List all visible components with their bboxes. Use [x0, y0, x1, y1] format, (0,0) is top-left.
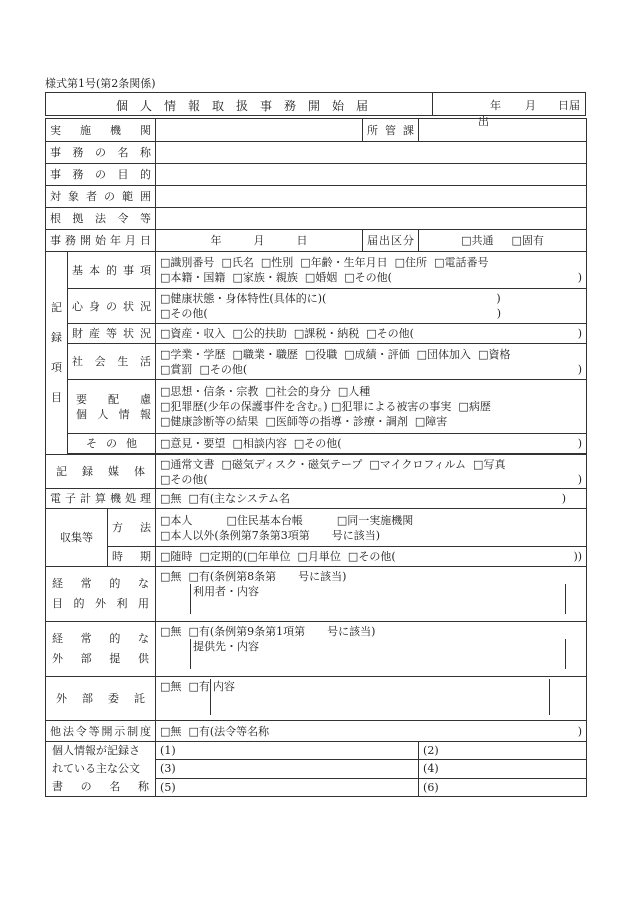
field-basic[interactable] [156, 252, 587, 289]
basic-other-close: ) [577, 271, 583, 284]
title-month: 月 [525, 99, 536, 112]
opt-computer-none[interactable]: □無 [160, 492, 182, 505]
doc-cell-2[interactable]: (2) [419, 742, 587, 760]
row-collection-method [46, 509, 587, 547]
row-agency [46, 119, 587, 142]
start-day: 日 [296, 234, 308, 247]
field-mind[interactable] [156, 289, 587, 324]
label-method: 方法 [108, 509, 156, 547]
field-other[interactable] [156, 434, 587, 454]
label-out-use-1: 経常的な [52, 577, 150, 590]
record-char-2: 録 [51, 331, 62, 344]
label-basic: 基本的事項 [68, 252, 156, 289]
row-collection-time [46, 547, 587, 567]
label-law: 根拠法令等 [46, 208, 156, 230]
opt-checkup[interactable]: □健康診断等の結果 [160, 415, 259, 428]
opt-outsource-none[interactable]: □無 [160, 680, 182, 693]
opt-other-other[interactable]: □その他( [293, 437, 342, 450]
label-docs [46, 742, 156, 797]
media-close: ) [577, 472, 583, 486]
field-other-law[interactable] [156, 721, 587, 742]
opt-paper[interactable]: □通常文書 [160, 457, 215, 471]
opt-out-provide-none[interactable]: □無 [160, 625, 182, 638]
row-mind [46, 289, 587, 324]
label-out-provide-1: 経常的な [52, 632, 150, 645]
opt-opinion[interactable]: □意見・要望 [160, 437, 226, 450]
field-notify-kind[interactable] [419, 230, 587, 252]
out-use-detail-bracket[interactable] [190, 584, 566, 614]
label-scope: 対象者の範囲 [46, 186, 156, 208]
field-scope[interactable] [156, 186, 587, 208]
field-agency[interactable] [156, 119, 363, 142]
doc-cell-1[interactable]: (1) [156, 742, 419, 760]
label-time: 時期 [108, 547, 156, 567]
label-out-use-2: 目的外利用 [52, 597, 150, 610]
label-other: その他 [68, 434, 156, 454]
opt-health[interactable]: □健康状態・身体特性(具体的に)( [160, 292, 327, 305]
label-outsource: 外部委託 [46, 677, 156, 721]
opt-magnetic[interactable]: □磁気ディスク・磁気テープ [221, 457, 363, 471]
opt-qualification[interactable]: □資格 [478, 347, 511, 361]
doc-cell-5[interactable]: (5) [156, 778, 419, 796]
opt-out-use-yes[interactable]: □有(条例第8条第 号に該当) [188, 570, 347, 583]
computer-close: ) [561, 492, 567, 505]
opt-assets[interactable]: □資産・収入 [160, 327, 226, 340]
row-sensitive [46, 380, 587, 434]
row-out-provide [46, 622, 587, 677]
row-docs-1 [46, 742, 587, 760]
label-sensitive [68, 380, 156, 434]
opt-evaluation[interactable]: □成績・評価 [344, 347, 410, 361]
doc-cell-6[interactable]: (6) [419, 778, 587, 796]
row-name [46, 142, 587, 164]
opt-marriage[interactable]: □婚姻 [304, 271, 338, 284]
opt-non-self[interactable]: □本人以外(条例第7条第3項第 号に該当) [160, 528, 381, 542]
opt-outsource-yes[interactable]: □有 [188, 680, 210, 693]
start-month: 月 [253, 234, 265, 247]
title-box [45, 92, 586, 128]
opt-id-number[interactable]: □識別番号 [160, 256, 215, 269]
title-divider [432, 93, 433, 115]
opt-computer-yes[interactable]: □有(主なシステム名 [188, 492, 291, 505]
opt-consult[interactable]: □相談内容 [232, 437, 287, 450]
field-start-date[interactable] [156, 230, 363, 252]
opt-resident-register[interactable]: □住民基本台帳 [226, 513, 303, 527]
opt-other-law-yes[interactable]: □有(法令等名称 [188, 724, 270, 738]
label-media: 記録媒体 [46, 455, 156, 489]
opt-microfilm[interactable]: □マイクロフィルム [369, 457, 467, 471]
form-title: 個人情報取扱事務開始届 [116, 99, 381, 113]
opt-disability[interactable]: □障害 [414, 415, 448, 428]
label-asset: 財産等状況 [68, 324, 156, 344]
field-name[interactable] [156, 142, 587, 164]
label-docs-2: れている主な公文 [52, 762, 140, 775]
out-provide-detail-label: 提供先・内容 [193, 640, 260, 653]
row-computer [46, 489, 587, 509]
opt-tax[interactable]: □課税・納税 [293, 327, 360, 340]
opt-self[interactable]: □本人 [160, 513, 193, 527]
opt-basic-other[interactable]: □その他( [344, 271, 392, 284]
field-purpose[interactable] [156, 164, 587, 186]
opt-domicile[interactable]: □本籍・国籍 [160, 271, 226, 284]
label-other-law: 他法令等開示制度 [46, 721, 156, 742]
asset-close: ) [577, 327, 583, 340]
opt-phone[interactable]: □電話番号 [434, 256, 489, 269]
title-year: 年 [490, 99, 501, 112]
other-law-close: ) [577, 724, 583, 738]
field-social[interactable] [156, 344, 587, 380]
row-outsource [46, 677, 587, 721]
opt-photo[interactable]: □写真 [473, 457, 506, 471]
row-other-law [46, 721, 587, 742]
opt-career[interactable]: □職業・職歴 [232, 347, 298, 361]
label-docs-3: 書の名称 [52, 780, 150, 793]
doc-cell-4[interactable]: (4) [419, 760, 587, 778]
opt-out-provide-yes[interactable]: □有(条例第9条第1項第 号に該当) [188, 625, 376, 638]
social-close: ) [577, 362, 583, 376]
opt-family[interactable]: □家族・親族 [232, 271, 298, 284]
label-social: 社会生活 [68, 344, 156, 380]
opt-reward[interactable]: □賞罰 [160, 362, 193, 376]
row-social [46, 344, 587, 380]
option-common[interactable]: □共通 [461, 234, 494, 247]
opt-social-status[interactable]: □社会的身分 [265, 385, 331, 398]
label-docs-1: 個人情報が記録さ [52, 744, 140, 757]
field-asset[interactable] [156, 324, 587, 344]
field-out-use[interactable] [156, 567, 587, 622]
record-char-4: 目 [51, 391, 62, 404]
opt-periodic-month[interactable]: □月単位 [297, 550, 341, 563]
form-id: 様式第1号(第2条関係) [45, 77, 156, 90]
opt-race[interactable]: □人種 [337, 385, 371, 398]
opt-periodic-year[interactable]: □定期的(□年単位 [199, 550, 291, 563]
field-outsource[interactable] [156, 677, 587, 721]
opt-victim[interactable]: □犯罪による被害の事実 [331, 400, 452, 413]
opt-position[interactable]: □役職 [304, 347, 338, 361]
field-computer[interactable] [156, 489, 587, 509]
mind-close-1: ) [496, 292, 501, 305]
label-start-date: 事務開始年月日 [46, 230, 156, 252]
opt-address[interactable]: □住所 [394, 256, 428, 269]
row-purpose [46, 164, 587, 186]
opt-other-law-none[interactable]: □無 [160, 724, 182, 738]
opt-name[interactable]: □氏名 [221, 256, 254, 269]
field-time[interactable] [156, 547, 587, 567]
time-close: )) [573, 550, 583, 563]
field-media[interactable] [156, 455, 587, 489]
outsource-detail-bracket[interactable] [210, 679, 550, 715]
label-notify-kind: 届出区分 [363, 230, 419, 252]
opt-same-agency[interactable]: □同一実施機関 [336, 513, 414, 527]
label-mind: 心身の状況 [68, 289, 156, 324]
other-close: ) [577, 437, 583, 450]
title-day: 日届出 [478, 99, 580, 128]
field-sensitive[interactable] [156, 380, 587, 434]
record-char-1: 記 [51, 301, 62, 314]
out-provide-detail-bracket[interactable] [190, 639, 566, 669]
row-basic [46, 252, 587, 289]
opt-mind-other[interactable]: □その他( [160, 307, 208, 320]
start-year: 年 [210, 234, 222, 247]
label-sensitive-2: 個人情報 [76, 407, 152, 421]
row-other [46, 434, 587, 454]
label-agency: 実施機関 [46, 119, 156, 142]
opt-criminal[interactable]: □犯罪歴(少年の保護事件を含む。) [160, 400, 328, 413]
opt-medical-history[interactable]: □病歴 [458, 400, 491, 413]
form-table [45, 118, 587, 797]
opt-asset-other[interactable]: □その他( [366, 327, 414, 340]
out-use-detail-label: 利用者・内容 [193, 585, 260, 598]
row-asset [46, 324, 587, 344]
row-scope [46, 186, 587, 208]
label-out-use [46, 567, 156, 622]
label-record-items [46, 252, 68, 455]
row-out-use [46, 567, 587, 622]
label-purpose: 事務の目的 [46, 164, 156, 186]
field-law[interactable] [156, 208, 587, 230]
label-sensitive-1: 要配慮 [76, 392, 152, 406]
field-out-provide[interactable] [156, 622, 587, 677]
opt-assistance[interactable]: □公的扶助 [232, 327, 287, 340]
opt-age[interactable]: □年齢・生年月日 [300, 256, 388, 269]
opt-periodic-other[interactable]: □その他( [347, 550, 396, 563]
opt-education[interactable]: □学業・学歴 [160, 347, 226, 361]
label-out-provide [46, 622, 156, 677]
label-out-provide-2: 外部提供 [52, 652, 150, 665]
row-media [46, 455, 587, 489]
opt-social-other[interactable]: □その他( [199, 362, 248, 376]
row-law [46, 208, 587, 230]
opt-doctor[interactable]: □医師等の指導・診療・調剤 [265, 415, 408, 428]
field-section[interactable] [419, 119, 587, 142]
outsource-detail-label: 内容 [212, 680, 235, 693]
row-start-date [46, 230, 587, 252]
opt-group[interactable]: □団体加入 [416, 347, 472, 361]
field-method[interactable] [156, 509, 587, 547]
option-unique[interactable]: □固有 [511, 234, 544, 247]
label-name: 事務の名称 [46, 142, 156, 164]
opt-belief[interactable]: □思想・信条・宗教 [160, 385, 259, 398]
doc-cell-3[interactable]: (3) [156, 760, 419, 778]
opt-gender[interactable]: □性別 [260, 256, 294, 269]
label-section: 所管課 [363, 119, 419, 142]
opt-media-other[interactable]: □その他( [160, 472, 208, 486]
label-collection: 収集等 [46, 509, 108, 567]
opt-anytime[interactable]: □随時 [160, 550, 193, 563]
label-computer: 電子計算機処理 [46, 489, 156, 509]
opt-out-use-none[interactable]: □無 [160, 570, 182, 583]
mind-close-2: ) [496, 307, 502, 320]
record-char-3: 項 [51, 361, 62, 374]
